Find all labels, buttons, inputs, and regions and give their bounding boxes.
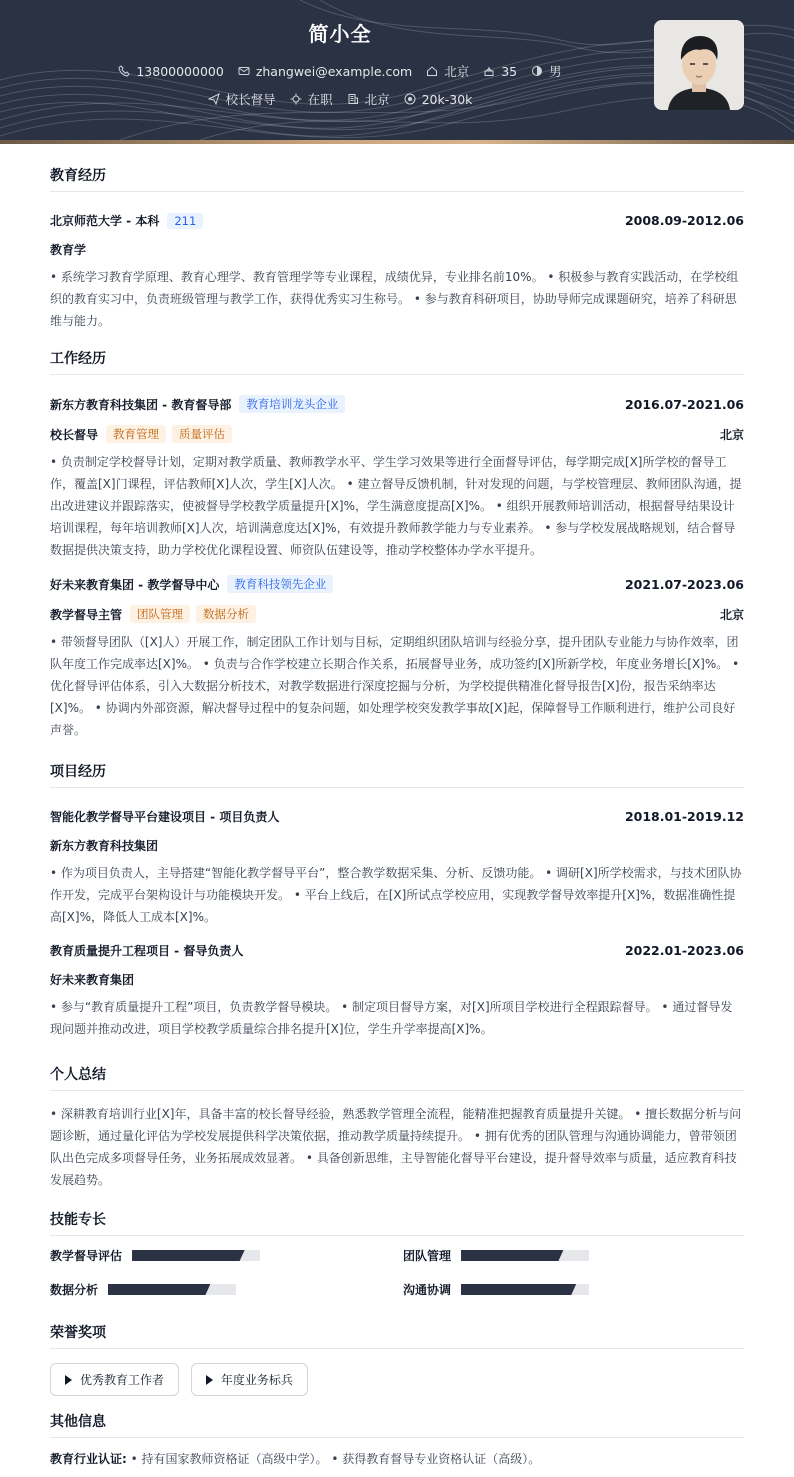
skill-item: 数据分析 [50, 1281, 236, 1298]
home-icon [426, 65, 438, 77]
summary-description: • 深耕教育培训行业[X]年，具备丰富的校长督导经验，熟悉教学管理全流程，能精准把握教育质量提升关键。 • 擅长数据分析与问题诊断，通过量化评估为学校发展提供科学决策依据，推动教学质量持续提升。 • 拥有优秀的团队管理与沟通协调能力，曾带领团队出色完成多项督导任务，业务拓展成效显著。 • 具备创新思维，主导智能化督导平台建设，提升督导效率与质量，适应教育科技发展趋势。 [50, 1107, 742, 1187]
project-name: 智能化教学督导平台建设项目 - 项目负责人 [50, 810, 280, 824]
section-title: 个人总结 [50, 1064, 744, 1091]
project-name: 教育质量提升工程项目 - 督导负责人 [50, 944, 244, 958]
skill-tag: 数据分析 [196, 605, 256, 623]
project-description: • 作为项目负责人，主导搭建“智能化教学督导平台”，整合教学数据采集、分析、反馈功能。 • 调研[X]所学校需求，与技术团队协作开发，完成平台架构设计与功能模块开发。 • 平台上线后，在[X]所试点学校应用，实现教学督导效率提升[X]%，数据准确性提高[X]%，降低人工成本[X]%。 [50, 866, 742, 924]
section-title: 工作经历 [50, 348, 744, 375]
skill-bar [108, 1284, 236, 1295]
project-org: 好未来教育集团 [50, 973, 135, 987]
play-triangle-icon [65, 1375, 72, 1385]
project-entry [50, 942, 744, 1040]
awards-section [50, 1322, 744, 1396]
award-badge: 优秀教育工作者 [50, 1363, 179, 1396]
header-accent-bar [0, 140, 794, 144]
company-name: 好未来教育集团 - 教学督导中心 [50, 577, 220, 592]
skill-bar-fill [461, 1250, 563, 1261]
education-section [50, 165, 744, 332]
job-role: 教学督导主管 [50, 607, 123, 622]
other-info-section [50, 1411, 744, 1470]
skill-bar [132, 1250, 260, 1261]
mail-icon [238, 65, 250, 77]
avatar-photo [654, 20, 744, 110]
city-item: 北京 [347, 90, 390, 108]
location-item: 北京 [426, 62, 469, 80]
job-city: 北京 [719, 427, 744, 442]
skill-item: 沟通协调 [403, 1281, 589, 1298]
project-date: 2018.01-2019.12 [624, 809, 744, 824]
skill-bar [461, 1250, 589, 1261]
phone-item: 13800000000 [118, 64, 223, 79]
skill-item: 教学督导评估 [50, 1247, 260, 1264]
salary-item: 20k-30k [404, 92, 473, 107]
job-description: • 负责制定学校督导计划，定期对教学质量、教师教学水平、学生学习效果等进行全面督导评估，每学期完成[X]所学校的督导工作，覆盖[X]门课程，评估教师[X]人次，学生[X]人次。 • 建立督导反馈机制，针对发现的问题，与学校管理层、教师团队沟通，提出改进建议并跟踪落实，使被督导学校教学质量提升[X]%，学生满意度提高[X]%。 • 组织开展教师培训活动，根据督导结果设计培训课程，每年培训教师[X]人次，培训满意度达[X]%，有效提升教师教学能力与专业素养。 • 参与学校发展战略规划，结合督导数据提供决策支持，助力学校优化课程设置、师资队伍建设等，推动学校整体办学水平提升。 [50, 455, 742, 557]
gender-item: 男 [531, 62, 562, 80]
school-name: 北京师范大学 - 本科 [50, 214, 160, 228]
section-title: 荣誉奖项 [50, 1322, 744, 1349]
job-date: 2016.07-2021.06 [624, 396, 744, 412]
gender-icon [531, 65, 543, 77]
major: 教育学 [50, 243, 87, 257]
job-intent-row [0, 90, 680, 108]
certification-description: • 持有国家教师资格证（高级中学）。 • 获得教育督导专业资格认证（高级）。 [130, 1452, 541, 1466]
skill-bar [461, 1284, 589, 1295]
skill-tag: 团队管理 [130, 605, 190, 623]
section-title: 其他信息 [50, 1411, 744, 1438]
project-description: • 参与“教育质量提升工程”项目，负责教学督导模块。 • 制定项目督导方案，对[X]所项目学校进行全程跟踪督导。 • 通过督导发现问题并推动改进，项目学校教学质量综合排名提升[X]位，学生升学率提高[X]%。 [50, 1000, 733, 1036]
award-badge: 年度业务标兵 [191, 1363, 308, 1396]
project-entry [50, 808, 744, 928]
play-triangle-icon [206, 1375, 213, 1385]
education-date: 2008.09-2012.06 [624, 213, 744, 228]
email-item: zhangwei@example.com [238, 64, 412, 79]
skill-bar-fill [132, 1250, 245, 1261]
work-section [50, 348, 744, 741]
job-role: 校长督导 [50, 427, 99, 442]
company-tag: 教育科技领先企业 [227, 575, 333, 593]
portrait-illustration [654, 20, 744, 110]
school-tag: 211 [167, 213, 203, 229]
section-title: 项目经历 [50, 761, 744, 788]
project-date: 2022.01-2023.06 [624, 943, 744, 958]
education-description: • 系统学习教育学原理、教育心理学、教育管理学等专业课程，成绩优异，专业排名前10%。 • 积极参与教育实践活动，在学校组织的教育实习中，负责班级管理与教学工作，获得优秀实习生称号。 • 参与教育科研项目，协助导师完成课题研究，培养了科研思维与能力。 [50, 270, 739, 328]
candidate-name: 简小全 [308, 22, 372, 46]
skill-item: 团队管理 [403, 1247, 589, 1264]
skills-section [50, 1209, 744, 1309]
resume-header [0, 0, 794, 140]
skill-bar-fill [461, 1284, 576, 1295]
skill-bar-fill [108, 1284, 210, 1295]
phone-icon [118, 65, 130, 77]
job-date: 2021.07-2023.06 [624, 576, 744, 592]
job-description: • 带领督导团队（[X]人）开展工作，制定团队工作计划与目标，定期组织团队培训与经验分享，提升团队专业能力与协作效率，团队年度工作完成率达[X]%。 • 负责与合作学校建立长期合作关系，拓展督导业务，成功签约[X]所新学校，年度业务增长[X]%。 • 优化督导评估体系，引入大数据分析技术，对教学数据进行深度挖掘与分析，为学校提供精准化督导报告[X]份，报告采纳率达[X]%。 • 协调内外部资源，解决督导过程中的复杂问题，如处理学校突发教学事故[X]起，保障督导工作顺利进行，维护公司良好声誉。 [50, 635, 740, 737]
certification-line [50, 1448, 744, 1470]
project-org: 新东方教育科技集团 [50, 839, 159, 853]
send-icon [208, 93, 220, 105]
contact-row [0, 62, 680, 80]
summary-section [50, 1064, 744, 1191]
position-item: 校长督导 [208, 90, 276, 108]
age-item: 35 [483, 64, 517, 79]
certification-label: 教育行业认证: [50, 1452, 127, 1466]
skill-tag: 质量评估 [172, 425, 232, 443]
company-name: 新东方教育科技集团 - 教育督导部 [50, 397, 232, 412]
projects-section [50, 761, 744, 1040]
company-tag: 教育培训龙头企业 [239, 395, 345, 413]
education-header [50, 212, 744, 229]
salary-icon [404, 93, 416, 105]
building-icon [347, 93, 359, 105]
skill-tag: 教育管理 [106, 425, 166, 443]
section-title: 教育经历 [50, 165, 744, 192]
job-entry [50, 395, 744, 561]
job-entry [50, 575, 744, 741]
status-gear-icon [290, 93, 302, 105]
status-item: 在职 [290, 90, 333, 108]
cake-icon [483, 65, 495, 77]
section-title: 技能专长 [50, 1209, 744, 1236]
job-city: 北京 [719, 607, 744, 622]
